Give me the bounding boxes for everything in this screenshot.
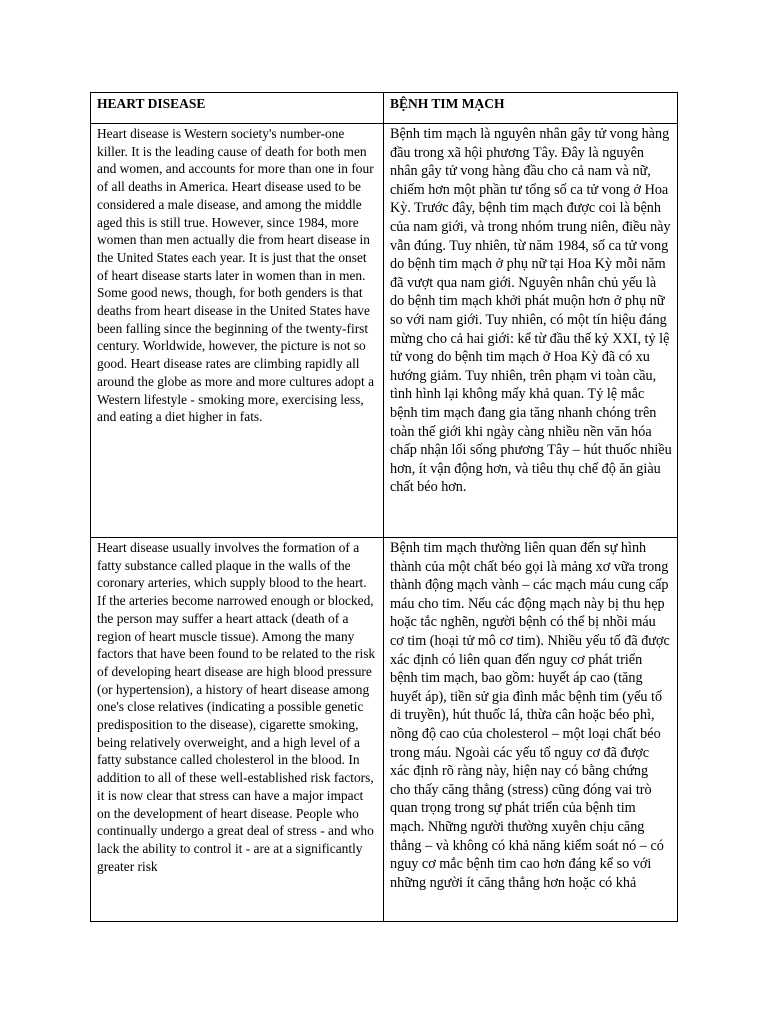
header-english: HEART DISEASE xyxy=(91,93,384,124)
paragraph-vietnamese: Bệnh tim mạch là nguyên nhân gây tử vong hàng đầu trong xã hội phương Tây. Đây là nguyên nhân gây tử vong hàng đầu cho cả nam và nữ, chiếm hơn một phần tư tổng số ca tử vong ở Hoa Kỳ. Trước đây, bệnh tim mạch được coi là bệnh của nam giới, và trong nhóm trung niên, điều này vẫn đúng. Tuy nhiên, từ năm 1984, số ca tử vong do bệnh tim mạch ở phụ nữ tại Hoa Kỳ mỗi năm đã vượt qua nam giới. Nguyên nhân chủ yếu là do bệnh tim mạch khởi phát muộn hơn ở phụ nữ so với nam giới. Tuy nhiên, có một tín hiệu đáng mừng cho cả hai giới: kể từ đầu thế kỷ XXI, tỷ lệ tử vong do bệnh tim mạch ở Hoa Kỳ đã có xu hướng giảm. Tuy nhiên, trên phạm vi toàn cầu, tình hình lại không mấy khả quan. Tỷ lệ mắc bệnh tim mạch đang gia tăng nhanh chóng trên toàn thế giới khi ngày càng nhiều nền văn hóa chấp nhận lối sống phương Tây – hút thuốc nhiều hơn, ít vận động hơn, và tiêu thụ chế độ ăn giàu chất béo hơn. xyxy=(390,126,672,496)
cell-english xyxy=(91,538,384,922)
bilingual-table xyxy=(90,92,678,922)
table-row xyxy=(91,538,678,922)
paragraph-vietnamese: Bệnh tim mạch thường liên quan đến sự hình thành của một chất béo gọi là mảng xơ vữa trong thành động mạch vành – các mạch máu cung cấp máu cho tim. Nếu các động mạch này bị thu hẹp hoặc tắc nghẽn, người bệnh có thể bị nhồi máu cơ tim (hoại tử mô cơ tim). Nhiều yếu tố đã được xác định có liên quan đến nguy cơ phát triển bệnh tim mạch, bao gồm: huyết áp cao (tăng huyết áp), tiền sử gia đình mắc bệnh tim (yếu tố di truyền), hút thuốc lá, thừa cân hoặc béo phì, nồng độ cao của cholesterol – một loại chất béo trong máu. Ngoài các yếu tố nguy cơ đã được xác định rõ ràng này, hiện nay có bằng chứng cho thấy căng thẳng (stress) cũng đóng vai trò quan trọng trong sự phát triển của bệnh tim mạch. Những người thường xuyên chịu căng thẳng – và không có khả năng kiểm soát nó – có nguy cơ mắc bệnh tim cao hơn đáng kể so với những người ít căng thẳng hơn hoặc có khả xyxy=(390,540,670,891)
table-row xyxy=(91,124,678,538)
cell-vietnamese xyxy=(384,124,678,538)
paragraph-english: Heart disease usually involves the formation of a fatty substance called plaque in the walls of the coronary arteries, which supply blood to the heart. If the arteries become narrowed enough or blocked, the person may suffer a heart attack (death of a region of heart muscle tissue). Among the many factors that have been found to be related to the risk of developing heart disease are high blood pressure (or hypertension), a history of heart disease among one's close relatives (indicating a possible genetic predisposition to the disease), cigarette smoking, being relatively overweight, and a high level of a fatty substance called cholesterol in the blood. In addition to all of these well-established risk factors, it is now clear that stress can have a major impact on the development of heart disease. People who continually undergo a great deal of stress - and who lack the ability to control it - are at a significantly greater risk xyxy=(97,540,376,874)
paragraph-english: Heart disease is Western society's number-one killer. It is the leading cause of death for both men and women, and accounts for more than one in four of all deaths in America. Heart disease used to be considered a male disease, and among the middle aged this is still true. However, since 1984, more women than men actually die from heart disease in the United States each year. It is just that the onset of heart disease starts later in women than in men. Some good news, though, for both genders is that deaths from heart disease in the United States have been falling since the beginning of the twenty-first century. Worldwide, however, the picture is not so good. Heart disease rates are climbing rapidly all around the globe as more and more cultures adopt a Western lifestyle - smoking more, exercising less, and eating a diet higher in fats. xyxy=(97,126,375,425)
cell-english xyxy=(91,124,384,538)
cell-vietnamese xyxy=(384,538,678,922)
table-header-row xyxy=(91,93,678,124)
header-vietnamese: BỆNH TIM MẠCH xyxy=(384,93,678,124)
